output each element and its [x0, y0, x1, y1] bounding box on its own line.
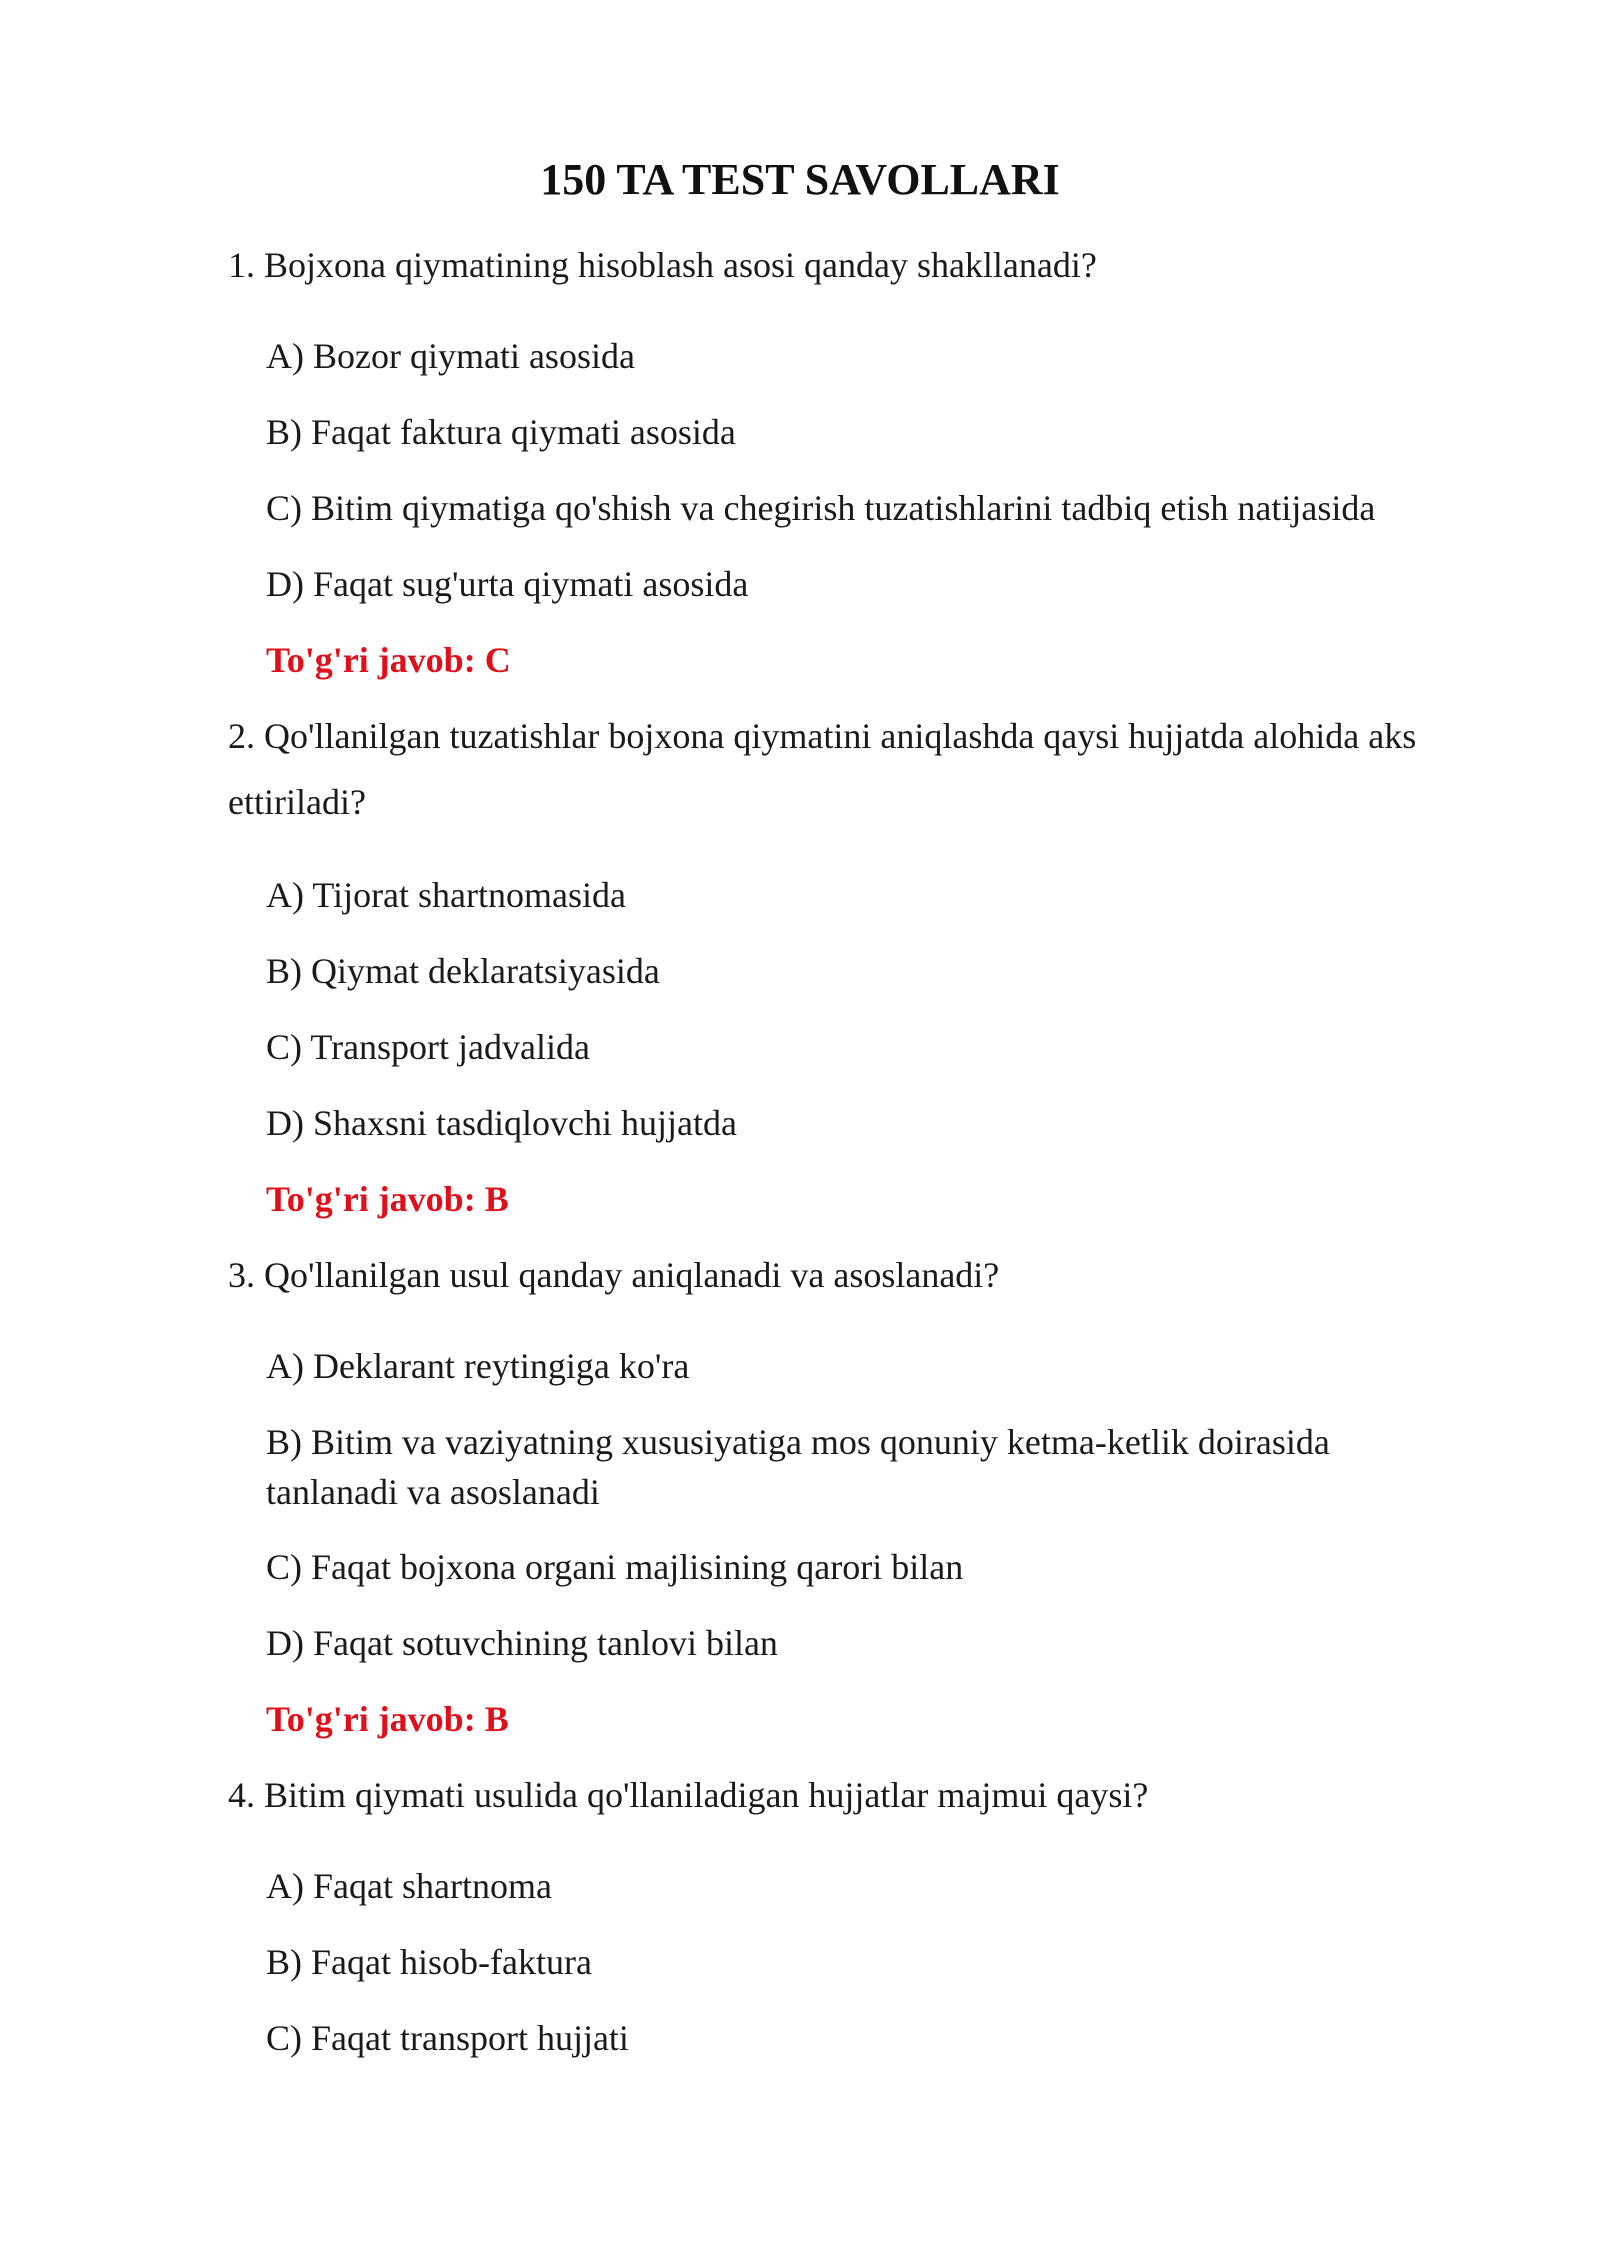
question-4-option-a: A) Faqat shartnoma: [266, 1866, 552, 1906]
question-2-answer: To'g'ri javob: B: [266, 1179, 509, 1219]
question-1-answer: To'g'ri javob: C: [266, 640, 511, 680]
question-1-option-b: B) Faqat faktura qiymati asosida: [266, 412, 736, 452]
question-3-option-b: B) Bitim va vaziyatning xususiyatiga mos qonuniy ketma-ketlik doirasida tanlanadi va asoslanadi: [266, 1422, 1330, 1512]
question-4-text: 4. Bitim qiymati usulida qo'llaniladigan hujjatlar majmui qaysi?: [228, 1775, 1149, 1815]
question-2-option-a: A) Tijorat shartnomasida: [266, 875, 626, 915]
question-2-text: 2. Qo'llanilgan tuzatishlar bojxona qiymatini aniqlashda qaysi hujjatda alohida aks ettiriladi?: [228, 716, 1417, 822]
question-1-option-d: D) Faqat sug'urta qiymati asosida: [266, 564, 749, 604]
question-2-option-d: D) Shaxsni tasdiqlovchi hujjatda: [266, 1103, 737, 1143]
question-3-option-d: D) Faqat sotuvchining tanlovi bilan: [266, 1623, 778, 1663]
question-2-option-c: C) Transport jadvalida: [266, 1027, 590, 1067]
question-1-option-a: A) Bozor qiymati asosida: [266, 336, 635, 376]
question-4-option-b: B) Faqat hisob-faktura: [266, 1942, 592, 1982]
question-1-option-c: C) Bitim qiymatiga qo'shish va chegirish tuzatishlarini tadbiq etish natijasida: [266, 488, 1376, 528]
question-2-option-b: B) Qiymat deklaratsiyasida: [266, 951, 660, 991]
question-3-option-a: A) Deklarant reytingiga ko'ra: [266, 1346, 690, 1386]
question-3-text: 3. Qo'llanilgan usul qanday aniqlanadi va asoslanadi?: [228, 1255, 1000, 1295]
question-3-option-c: C) Faqat bojxona organi majlisining qarori bilan: [266, 1547, 964, 1587]
question-1-text: 1. Bojxona qiymatining hisoblash asosi qanday shakllanadi?: [228, 245, 1097, 285]
document-title: 150 TA TEST SAVOLLARI: [540, 155, 1060, 204]
question-4-option-c: C) Faqat transport hujjati: [266, 2018, 629, 2058]
question-3-answer: To'g'ri javob: B: [266, 1699, 509, 1739]
